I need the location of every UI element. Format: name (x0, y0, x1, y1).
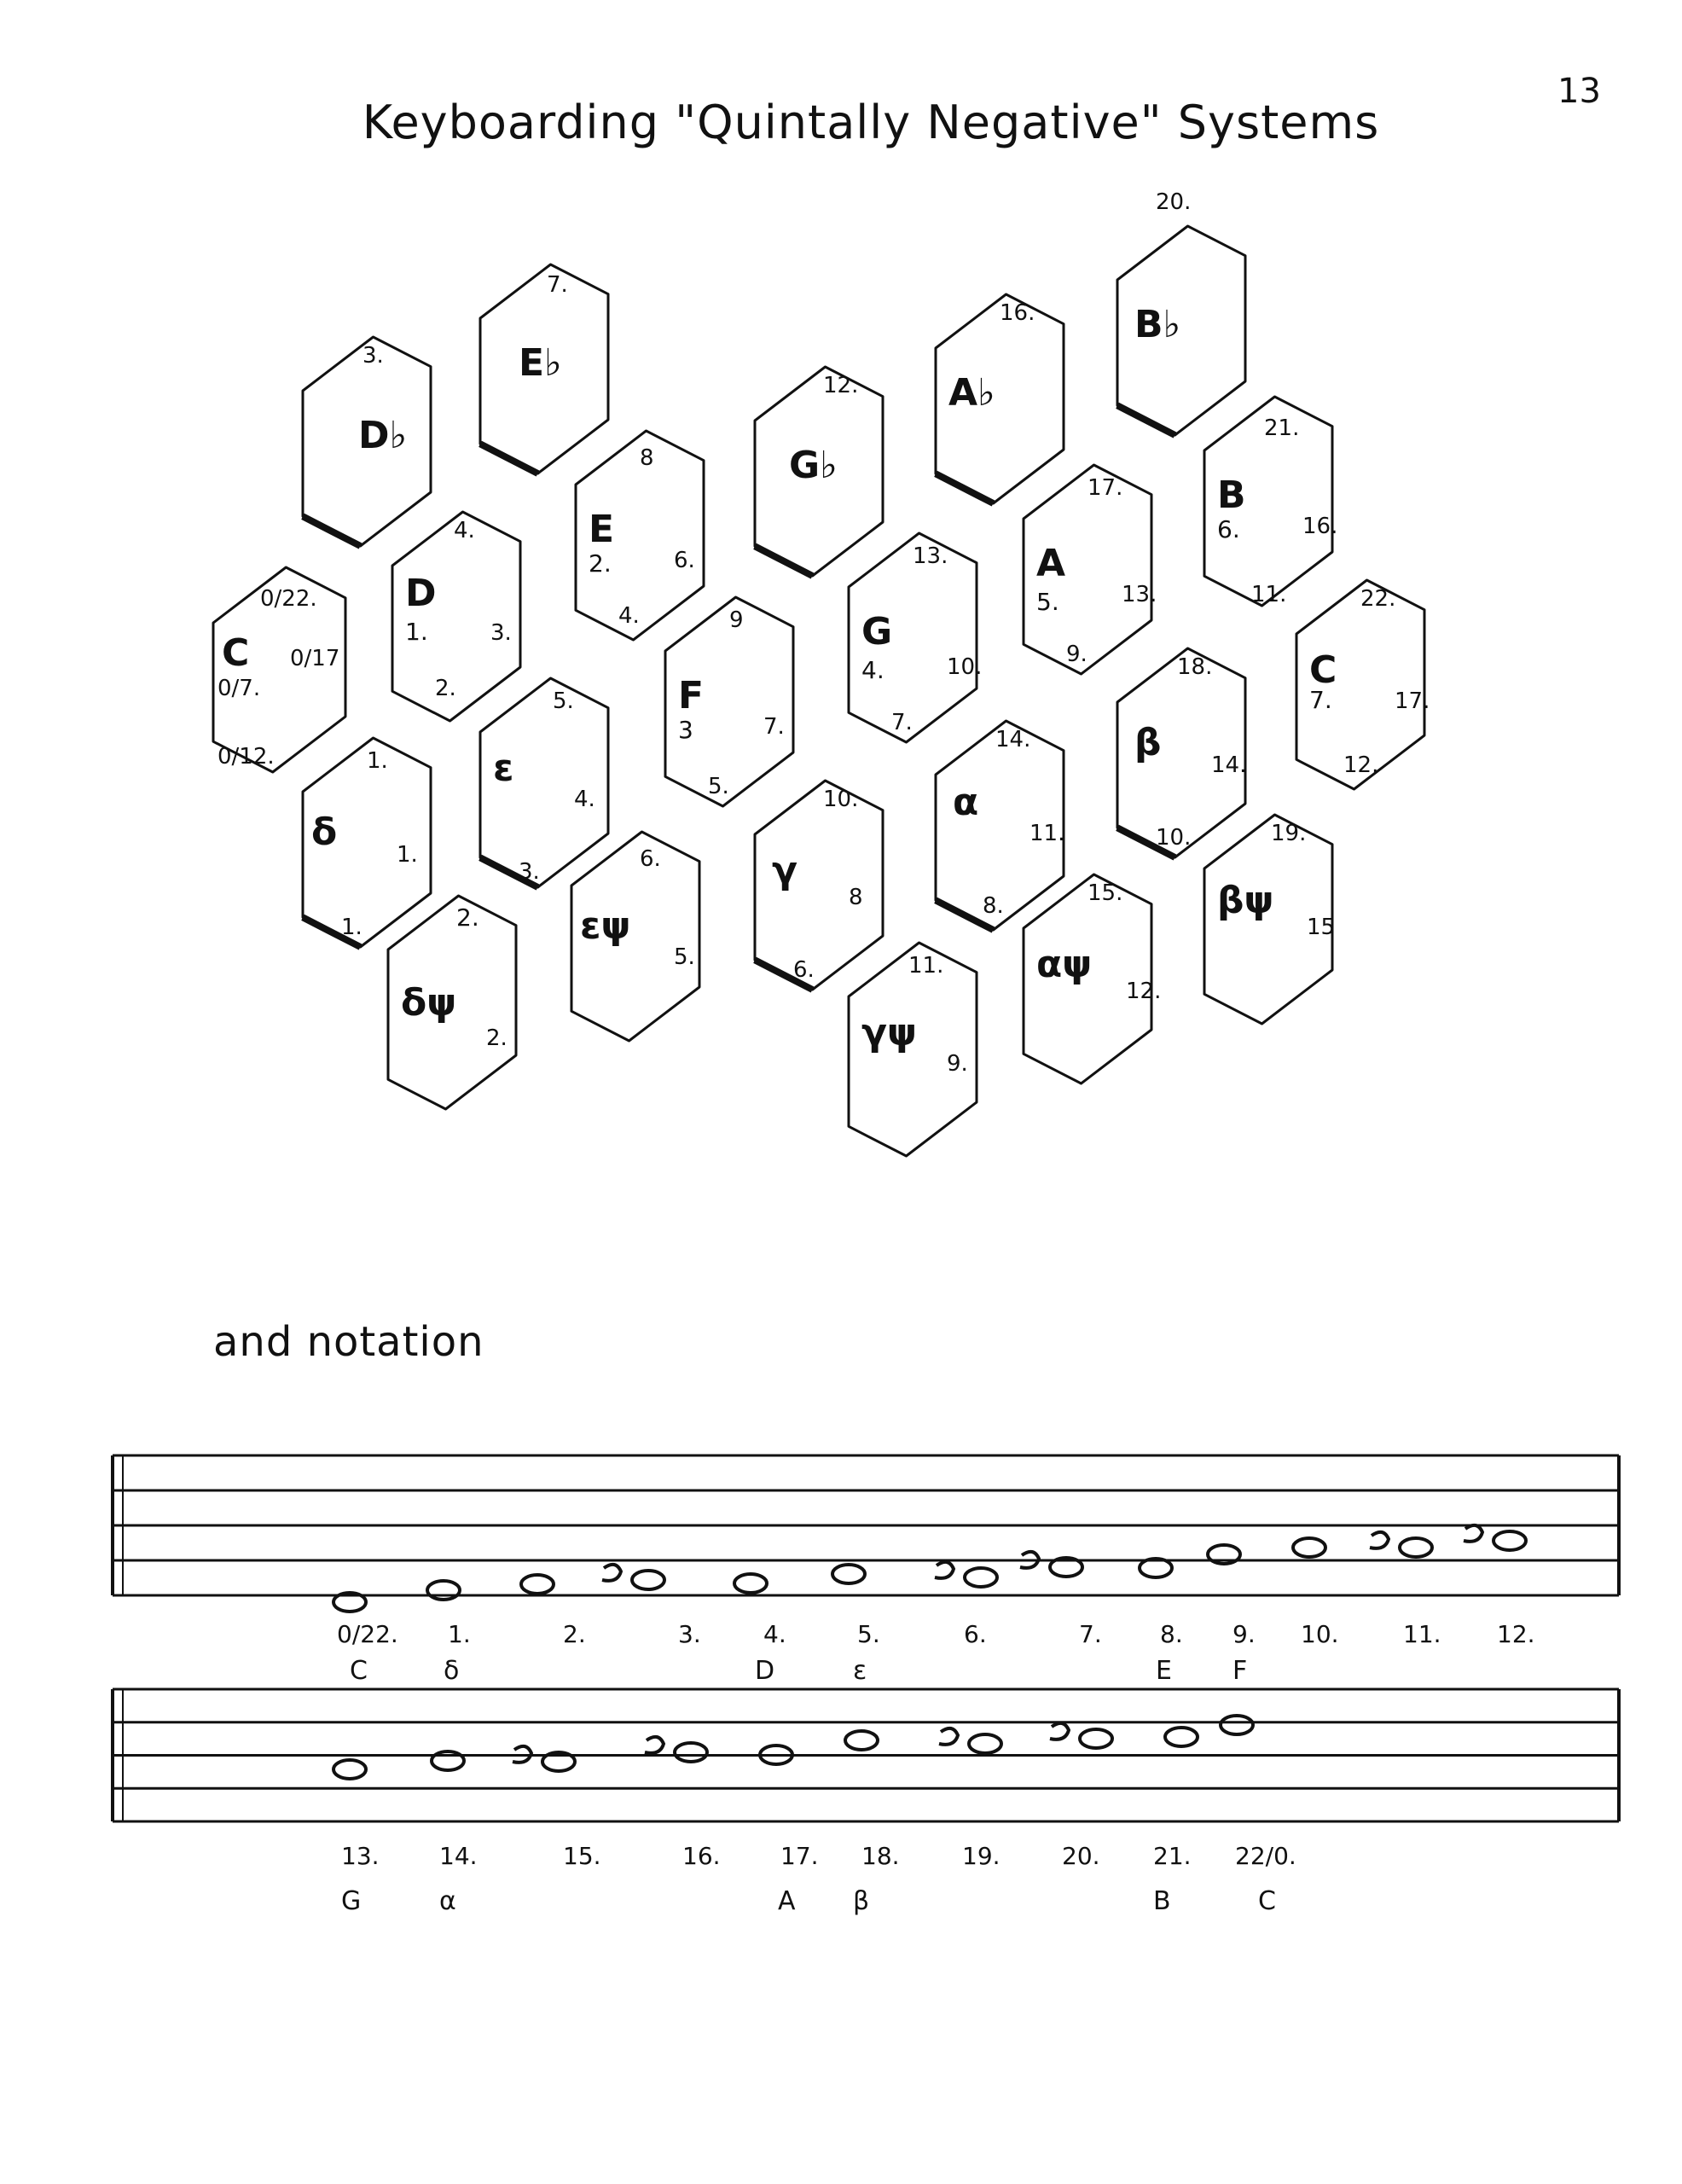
note-head (1080, 1729, 1112, 1748)
key-name: F (678, 674, 705, 717)
key-hexagon (849, 533, 982, 742)
key-name: G (861, 610, 893, 653)
key-number: 20. (1156, 189, 1192, 215)
key-number: 13. (913, 543, 948, 569)
key-hexagon (576, 431, 704, 640)
key-name: G♭ (789, 444, 838, 487)
note-number: 14. (439, 1842, 478, 1870)
key-hexagon (755, 367, 883, 576)
accidental-sign (1050, 1723, 1069, 1740)
note-head (1221, 1716, 1253, 1734)
key-name: B (1217, 473, 1246, 517)
key-number: 9. (947, 1051, 968, 1077)
note-number: 0/22. (337, 1620, 398, 1648)
note-name: α (439, 1886, 456, 1916)
key-name: E♭ (519, 341, 562, 385)
key-number: 3 (678, 716, 693, 744)
key-hexagon (213, 567, 345, 772)
key-hexagon (1117, 648, 1246, 857)
key-number: 7. (891, 710, 913, 735)
key-number: 2. (486, 1025, 508, 1051)
note-head (832, 1565, 865, 1583)
note-number: 9. (1232, 1620, 1256, 1648)
note-head (427, 1581, 460, 1600)
note-head (1140, 1559, 1172, 1577)
key-number: 9. (1066, 642, 1088, 667)
key-number: 6. (793, 957, 815, 983)
note-head (969, 1734, 1001, 1753)
accidental-sign (602, 1565, 621, 1581)
note-name: G (341, 1886, 362, 1916)
key-number: 14. (1211, 752, 1247, 778)
note-number: 6. (964, 1620, 987, 1648)
note-number: 2. (563, 1620, 586, 1648)
key-number: 10. (947, 654, 983, 680)
key-hexagon (849, 943, 977, 1156)
key-hexagon (1117, 189, 1245, 435)
key-number: 11. (1251, 582, 1287, 607)
key-hexagon (303, 337, 431, 546)
note-number: 4. (763, 1620, 786, 1648)
key-number: 14. (995, 727, 1031, 752)
accidental-sign (935, 1562, 954, 1578)
key-hexagon (392, 512, 520, 721)
key-number: 7. (1309, 686, 1332, 714)
key-number: 2. (589, 549, 612, 578)
key-number: 4. (618, 603, 640, 629)
key-name: D (405, 572, 437, 615)
key-number: 5. (553, 688, 574, 714)
note-name: C (350, 1656, 368, 1686)
key-number: 8 (640, 445, 654, 471)
key-number: 16. (1000, 300, 1035, 326)
key-hexagon (388, 896, 516, 1109)
note-number: 5. (857, 1620, 880, 1648)
accidental-sign (513, 1746, 531, 1763)
note-name: E (1156, 1656, 1172, 1686)
key-hexagon (1296, 580, 1430, 789)
key-name: A (1036, 542, 1066, 585)
key-name: C (1309, 648, 1337, 692)
key-number: 5. (1036, 588, 1059, 616)
key-name: D♭ (358, 414, 408, 457)
page-title: Keyboarding "Quintally Negative" Systems (362, 96, 1380, 149)
note-number: 3. (678, 1620, 701, 1648)
page-number: 13 (1557, 72, 1601, 111)
key-hexagon (480, 678, 608, 887)
key-hexagon (1024, 465, 1157, 674)
key-name: γψ (861, 1011, 917, 1054)
key-hexagon (1024, 874, 1161, 1083)
note-number: 7. (1079, 1620, 1102, 1648)
note-name: D (755, 1656, 775, 1686)
key-number: 19. (1271, 821, 1307, 846)
key-name: γ (772, 849, 798, 892)
note-number: 1. (448, 1620, 471, 1648)
key-number: 12. (1126, 979, 1162, 1004)
key-number: 10. (1156, 825, 1192, 851)
accidental-sign (645, 1737, 664, 1753)
key-number: 7. (763, 714, 785, 740)
note-number: 11. (1403, 1620, 1441, 1648)
key-number: 8 (849, 885, 863, 910)
key-number: 5. (708, 774, 729, 799)
key-number: 2. (456, 903, 479, 932)
accidental-sign (1370, 1532, 1389, 1548)
key-number: 3. (490, 620, 512, 646)
key-number: 22. (1360, 586, 1396, 612)
note-name: C (1258, 1886, 1276, 1916)
note-head (1400, 1538, 1432, 1557)
note-head (675, 1743, 707, 1762)
key-number: 4. (454, 518, 475, 543)
note-head (1050, 1558, 1082, 1577)
note-name: ε (853, 1656, 867, 1686)
key-number: 10. (823, 787, 859, 812)
key-hexagon (1204, 815, 1335, 1024)
note-number: 13. (341, 1842, 380, 1870)
key-number: 11. (1030, 821, 1065, 846)
key-number: 17. (1088, 475, 1123, 501)
note-head (521, 1575, 554, 1594)
note-head (734, 1574, 767, 1593)
note-number: 18. (861, 1842, 900, 1870)
key-hexagon (303, 738, 431, 947)
key-number: 1. (341, 915, 362, 940)
key-number: 6. (674, 548, 695, 573)
note-number: 21. (1153, 1842, 1192, 1870)
note-head (334, 1760, 366, 1779)
key-number: 5. (674, 944, 695, 970)
note-name: β (853, 1886, 870, 1916)
note-number: 16. (682, 1842, 721, 1870)
note-head (542, 1752, 575, 1771)
key-number: 2. (435, 676, 456, 701)
note-number: 19. (962, 1842, 1000, 1870)
key-number: 6. (1217, 515, 1240, 543)
key-name: B♭ (1134, 303, 1181, 346)
key-number: 21. (1264, 415, 1300, 441)
key-name: δ (311, 810, 338, 854)
key-name: δψ (401, 981, 457, 1025)
staff-1 (113, 1455, 1619, 1686)
note-number: 15. (563, 1842, 601, 1870)
note-number: 10. (1301, 1620, 1339, 1648)
key-name: A♭ (948, 371, 995, 415)
note-head (1293, 1538, 1325, 1557)
key-name: α (953, 781, 979, 824)
note-head (965, 1568, 997, 1587)
key-number: 0/17 (290, 646, 340, 671)
note-number: 8. (1160, 1620, 1183, 1648)
note-name: B (1153, 1886, 1171, 1916)
key-name: β (1134, 721, 1162, 764)
note-head (432, 1751, 464, 1770)
key-hexagon (571, 832, 699, 1041)
key-number: 1. (397, 842, 418, 868)
key-number: 13. (1122, 582, 1157, 607)
note-head (760, 1745, 792, 1764)
key-number: 15. (1088, 880, 1123, 906)
key-name: βψ (1217, 879, 1274, 922)
key-name: αψ (1036, 943, 1093, 986)
key-number: 16. (1302, 514, 1338, 539)
key-number: 3. (519, 859, 540, 885)
key-hexagon (480, 264, 608, 473)
key-number: 15 (1307, 915, 1336, 940)
key-number: 11. (908, 953, 944, 979)
note-head (632, 1571, 664, 1589)
note-head (845, 1731, 878, 1750)
key-name: εψ (580, 904, 631, 948)
note-head (334, 1593, 366, 1612)
note-number: 12. (1497, 1620, 1535, 1648)
notation-subtitle: and notation (213, 1318, 484, 1366)
key-number: 1. (405, 618, 428, 646)
key-number: 12. (823, 373, 859, 398)
key-number: 9 (729, 607, 744, 633)
note-number: 17. (780, 1842, 819, 1870)
note-number: 20. (1062, 1842, 1100, 1870)
note-head (1165, 1728, 1198, 1746)
key-hexagon (755, 781, 883, 990)
note-name: δ (444, 1656, 460, 1686)
note-head (1208, 1545, 1240, 1564)
accidental-sign (939, 1728, 958, 1745)
key-name: C (222, 631, 250, 675)
key-number: 4. (861, 656, 884, 684)
key-hexagon (936, 294, 1064, 503)
note-head (1494, 1531, 1526, 1550)
note-name: A (778, 1886, 796, 1916)
key-number: 7. (547, 272, 568, 298)
key-hexagon (665, 597, 793, 806)
key-number: 18. (1177, 654, 1213, 680)
key-number: 8. (983, 893, 1004, 919)
key-number: 4. (574, 787, 595, 812)
note-name: F (1232, 1656, 1248, 1686)
key-number: 3. (362, 343, 384, 369)
note-number: 22/0. (1235, 1842, 1296, 1870)
accidental-sign (1020, 1552, 1039, 1568)
key-number: 12. (1343, 752, 1379, 778)
key-number: 17. (1395, 688, 1430, 714)
accidental-sign (1464, 1525, 1482, 1542)
key-number: 0/7. (218, 676, 261, 701)
key-number: 0/12. (218, 744, 275, 770)
key-number: 1. (367, 748, 388, 774)
key-hexagon (936, 721, 1064, 930)
key-number: 6. (640, 846, 661, 872)
staff-2 (113, 1689, 1619, 1916)
key-number: 0/22. (260, 586, 317, 612)
key-name: E (589, 508, 615, 551)
key-name: ε (493, 746, 514, 790)
key-hexagon (1204, 397, 1337, 607)
